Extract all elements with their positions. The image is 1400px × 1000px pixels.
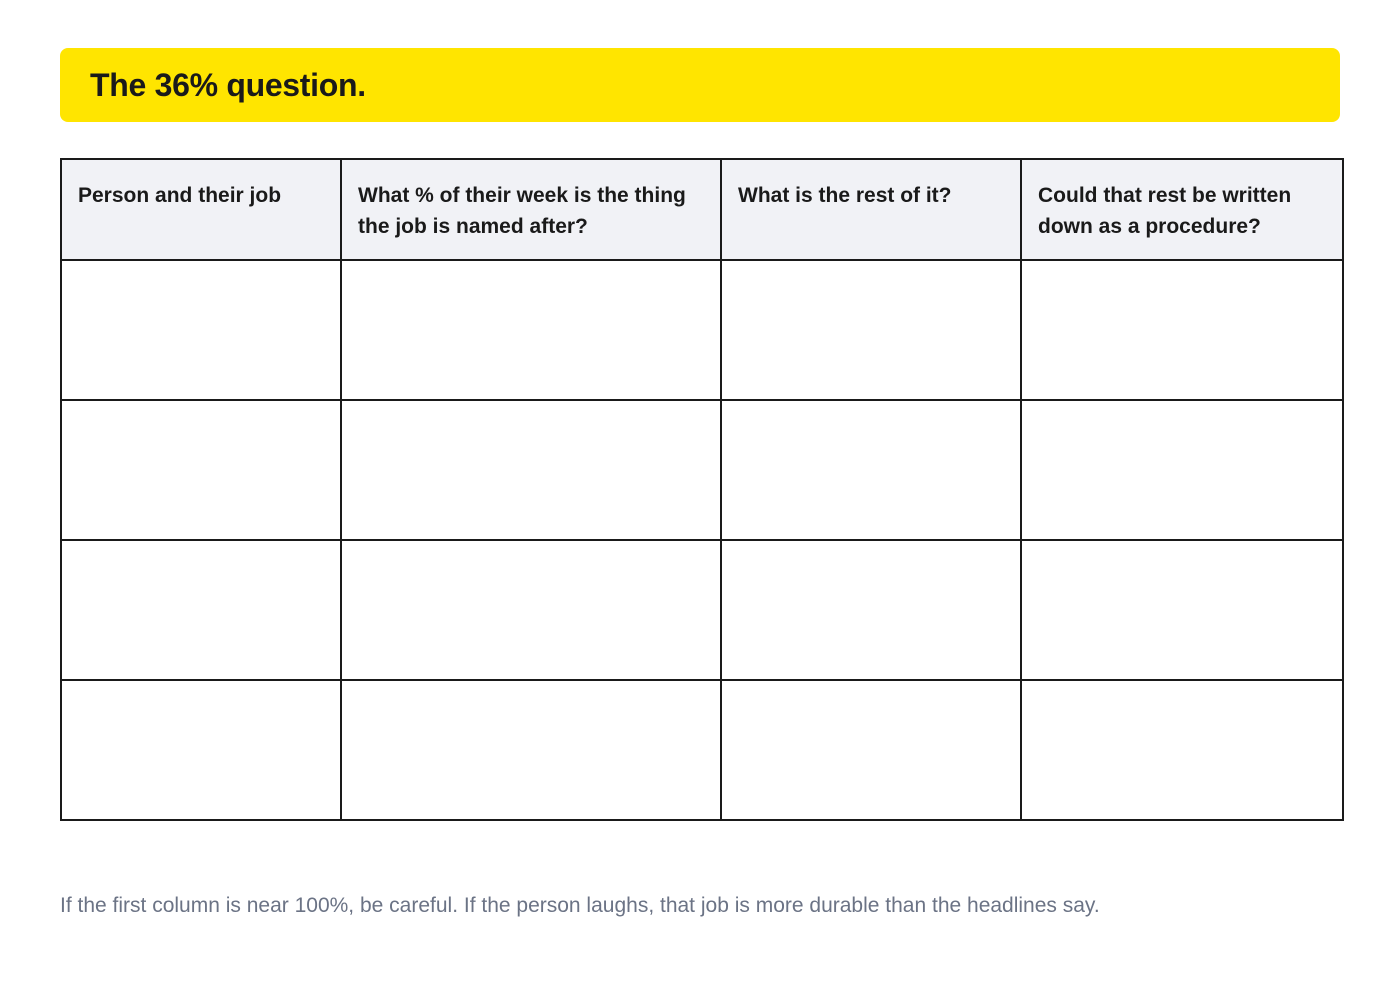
table-cell[interactable] — [721, 400, 1021, 540]
table-cell[interactable] — [61, 260, 341, 400]
column-header-person-job: Person and their job — [61, 159, 341, 260]
table-row — [61, 400, 1343, 540]
table-cell[interactable] — [61, 540, 341, 680]
table-cell[interactable] — [61, 400, 341, 540]
table-row — [61, 260, 1343, 400]
table-cell[interactable] — [341, 260, 721, 400]
table-cell[interactable] — [1021, 540, 1343, 680]
column-header-procedure: Could that rest be written down as a procedure? — [1021, 159, 1343, 260]
table-row — [61, 680, 1343, 820]
worksheet-table — [60, 158, 1344, 821]
table-cell[interactable] — [341, 680, 721, 820]
table-cell[interactable] — [341, 540, 721, 680]
page-title: The 36% question. — [90, 66, 366, 103]
table-cell[interactable] — [721, 680, 1021, 820]
table-cell[interactable] — [721, 540, 1021, 680]
table-row — [61, 540, 1343, 680]
table-cell[interactable] — [61, 680, 341, 820]
table-cell[interactable] — [1021, 680, 1343, 820]
footnote-text: If the first column is near 100%, be careful. If the person laughs, that job is more durable than the headlines say. — [60, 894, 1100, 917]
table-header-row — [61, 159, 1343, 260]
title-banner — [60, 48, 1340, 122]
table-cell[interactable] — [1021, 260, 1343, 400]
table-cell[interactable] — [341, 400, 721, 540]
column-header-rest-of-it: What is the rest of it? — [721, 159, 1021, 260]
table-cell[interactable] — [721, 260, 1021, 400]
table-cell[interactable] — [1021, 400, 1343, 540]
column-header-percent-week: What % of their week is the thing the job is named after? — [341, 159, 721, 260]
